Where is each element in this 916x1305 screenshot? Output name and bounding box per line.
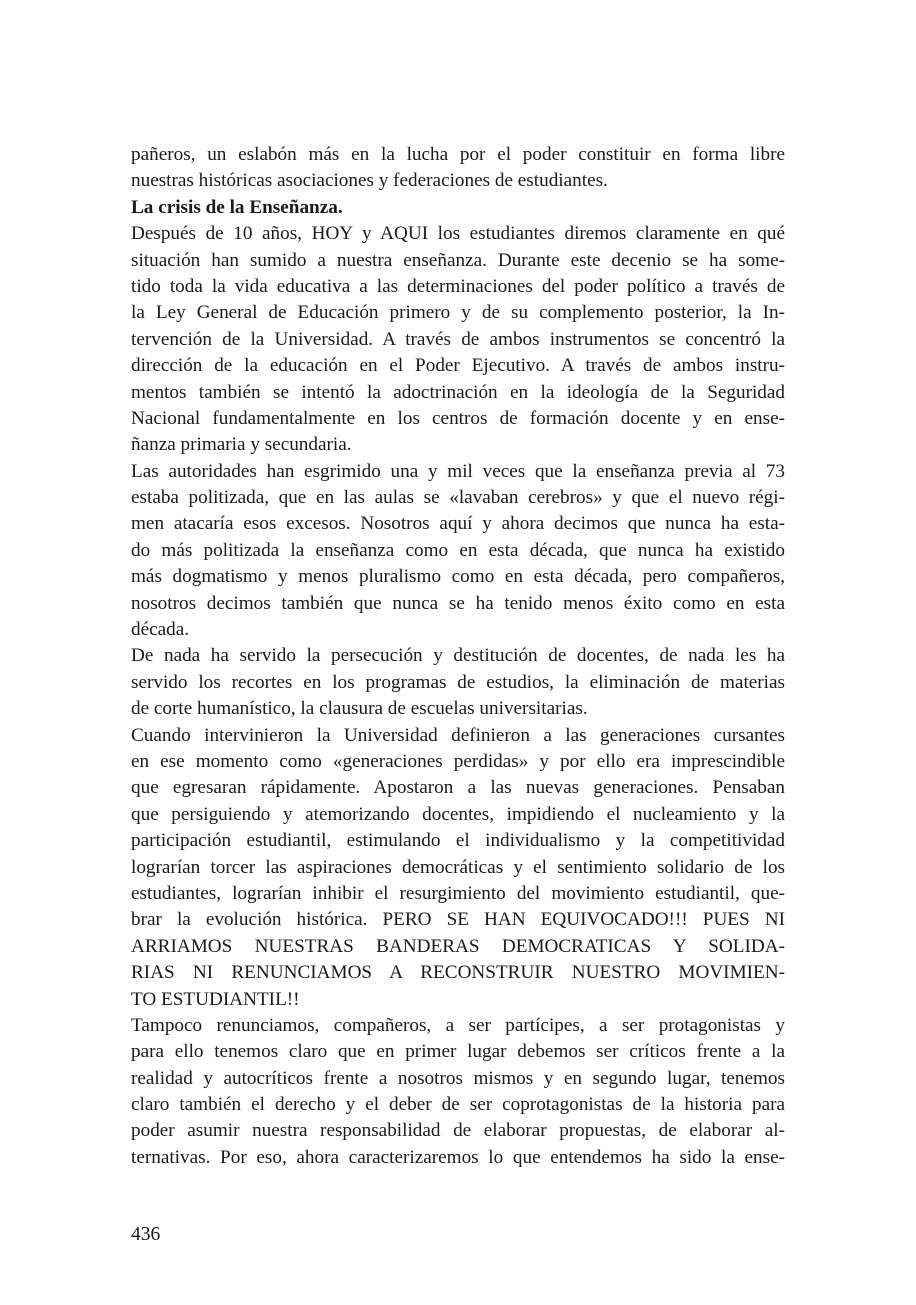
text-line: estaba politizada, que en las aulas se «lavaban cerebros» y que el nuevo régi- — [131, 487, 785, 509]
text-line: que persiguiendo y atemorizando docentes, impidiendo el nucleamiento y la — [131, 803, 785, 825]
text-line: nuestras históricas asociaciones y federaciones de estudiantes. — [131, 170, 608, 192]
text-line: Las autoridades han esgrimido una y mil veces que la enseñanza previa al 73 — [131, 460, 785, 482]
text-line: mentos también se intentó la adoctrinación en la ideología de la Seguridad — [131, 381, 785, 403]
text-line: ñanza primaria y secundaria. — [131, 434, 352, 456]
text-line: más dogmatismo y menos pluralismo como en esta década, pero compañeros, — [131, 566, 785, 588]
text-line: década. — [131, 619, 190, 641]
paragraph — [131, 723, 785, 1013]
text-line: que egresaran rápidamente. Apostaron a las nuevas generaciones. Pensaban — [131, 777, 785, 799]
paragraph — [131, 643, 785, 722]
section-heading — [131, 195, 785, 221]
text-line: ternativas. Por eso, ahora caracterizaremos lo que entendemos ha sido la ense- — [131, 1146, 785, 1168]
text-line: poder asumir nuestra responsabilidad de elaborar propuestas, de elaborar al- — [131, 1120, 785, 1142]
paragraph — [131, 1013, 785, 1171]
text-line: lograrían torcer las aspiraciones democráticas y el sentimiento solidario de los — [131, 856, 785, 878]
text-line: do más politizada la enseñanza como en esta década, que nunca ha existido — [131, 539, 785, 561]
paragraph — [131, 142, 785, 195]
paragraph — [131, 459, 785, 644]
text-line: tervención de la Universidad. A través de ambos instrumentos se concentró la — [131, 328, 785, 350]
text-line: ARRIAMOS NUESTRAS BANDERAS DEMOCRATICAS Y SOLIDA- — [131, 935, 785, 957]
text-line: de corte humanístico, la clausura de escuelas universitarias. — [131, 698, 588, 720]
text-line: dirección de la educación en el Poder Ejecutivo. A través de ambos instru- — [131, 355, 785, 377]
text-line: realidad y autocríticos frente a nosotros mismos y en segundo lugar, tenemos — [131, 1067, 785, 1089]
text-line: participación estudiantil, estimulando el individualismo y la competitividad — [131, 830, 785, 852]
heading-text: La crisis de la Enseñanza. — [131, 196, 343, 218]
paragraph — [131, 221, 785, 459]
text-line: Tampoco renunciamos, compañeros, a ser partícipes, a ser protagonistas y — [131, 1014, 785, 1036]
text-line: TO ESTUDIANTIL!! — [131, 988, 300, 1010]
text-line: Nacional fundamentalmente en los centros de formación docente y en ense- — [131, 407, 785, 429]
text-line: RIAS NI RENUNCIAMOS A RECONSTRUIR NUESTRO MOVIMIEN- — [131, 962, 785, 984]
text-line: en ese momento como «generaciones perdidas» y por ello era imprescindible — [131, 750, 785, 772]
text-line: claro también el derecho y el deber de ser coprotagonistas de la historia para — [131, 1094, 785, 1116]
text-line: men atacaría esos excesos. Nosotros aquí y ahora decimos que nunca ha esta- — [131, 513, 785, 535]
text-line: tido toda la vida educativa a las determinaciones del poder político a través de — [131, 275, 785, 297]
page-number: 436 — [131, 1224, 161, 1245]
text-line: pañeros, un eslabón más en la lucha por el poder constituir en forma libre — [131, 144, 785, 165]
text-line: estudiantes, lograrían inhibir el resurgimiento del movimiento estudiantil, que- — [131, 882, 785, 904]
text-line: servido los recortes en los programas de estudios, la eliminación de materias — [131, 671, 785, 693]
text-line: para ello tenemos claro que en primer lugar debemos ser críticos frente a la — [131, 1041, 785, 1063]
text-line: Cuando intervinieron la Universidad definieron a las generaciones cursantes — [131, 724, 785, 746]
text-line: brar la evolución histórica. PERO SE HAN EQUIVOCADO!!! PUES NI — [131, 909, 785, 931]
body-text — [131, 142, 785, 1171]
text-line: la Ley General de Educación primero y de su complemento posterior, la In- — [131, 302, 785, 324]
text-line: De nada ha servido la persecución y destitución de docentes, de nada les ha — [131, 645, 785, 667]
text-line: Después de 10 años, HOY y AQUI los estudiantes diremos claramente en qué — [131, 223, 785, 245]
text-line: nosotros decimos también que nunca se ha tenido menos éxito como en esta — [131, 592, 785, 614]
text-line: situación han sumido a nuestra enseñanza. Durante este decenio se ha some- — [131, 249, 785, 271]
